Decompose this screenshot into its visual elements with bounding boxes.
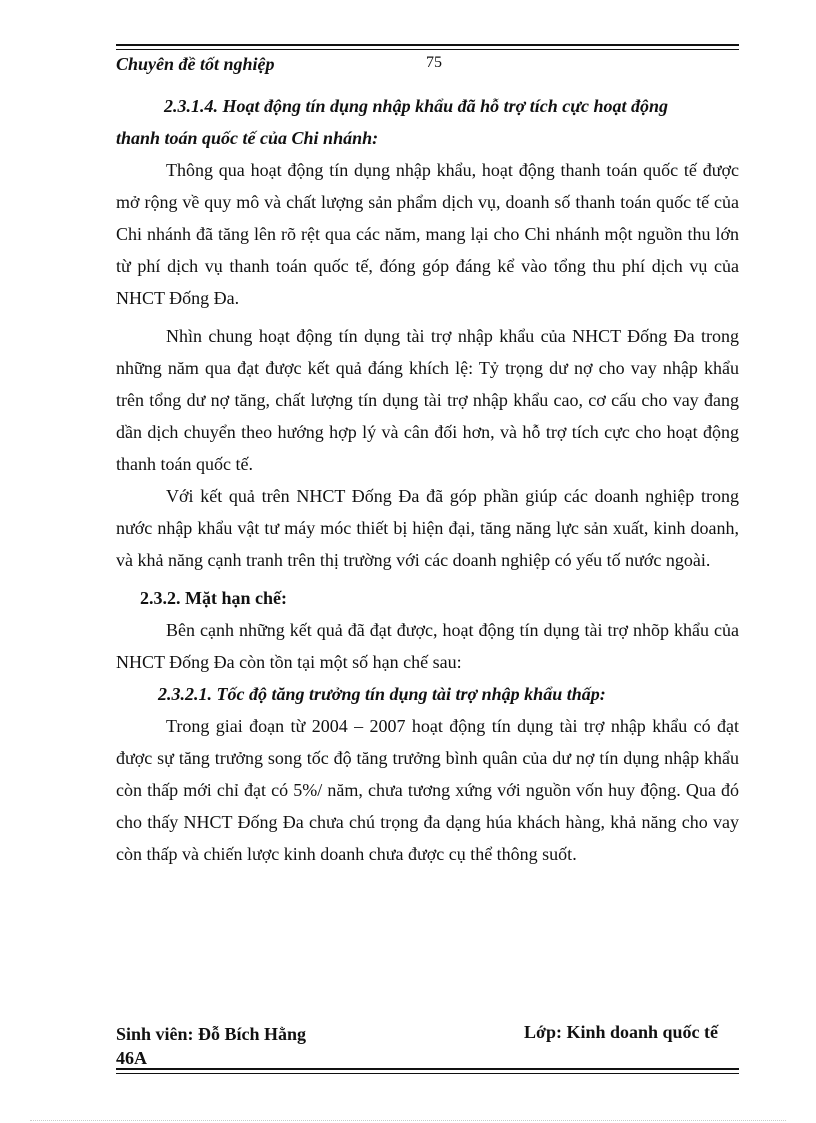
section-2314-heading-line2: thanh toán quốc tế của Chi nhánh: xyxy=(116,128,379,148)
footer-student xyxy=(116,1022,306,1070)
footer-student-class-code: 46A xyxy=(116,1048,147,1068)
footer-rule-thin xyxy=(116,1073,739,1074)
header-rule-thin xyxy=(116,49,739,50)
footer-rule-thick xyxy=(116,1068,739,1070)
header-title: Chuyên đề tốt nghiệp xyxy=(116,54,275,74)
section-2314-heading-line1: 2.3.1.4. Hoạt động tín dụng nhập khẩu đã hỗ trợ tích cực hoạt động xyxy=(164,96,669,116)
page-number: 75 xyxy=(426,54,442,71)
section-2314-paragraph-2: Nhìn chung hoạt động tín dụng tài trợ nhập khẩu của NHCT Đống Đa trong những năm qua đạt được kết quả đáng khích lệ: Tỷ trọng dư nợ cho vay nhập khẩu trên tổng dư nợ tăng, chất lượng tín dụng tài trợ nhập khẩu cao, cơ cấu cho vay đang dần dịch chuyển theo hướng hợp lý và cân đối hơn, và hỗ trợ tích cực cho hoạt động thanh toán quốc tế. xyxy=(116,326,739,474)
section-2314-paragraph-1: Thông qua hoạt động tín dụng nhập khẩu, hoạt động thanh toán quốc tế được mở rộng về quy mô và chất lượng sản phẩm dịch vụ, doanh số thanh toán quốc tế của Chi nhánh đã tăng lên rõ rệt qua các năm, mang lại cho Chi nhánh một nguồn thu lớn từ phí dịch vụ thanh toán quốc tế, đóng góp đáng kể vào tổng thu phí dịch vụ của NHCT Đống Đa. xyxy=(116,160,739,308)
page-bottom-dotted-line xyxy=(30,1120,786,1121)
header-rule-thick xyxy=(116,44,739,46)
section-2321-paragraph: Trong giai đoạn từ 2004 – 2007 hoạt động tín dụng tài trợ nhập khẩu có đạt được sự tăng trưởng song tốc độ tăng trưởng bình quân của dư nợ tín dụng nhập khẩu còn thấp mới chỉ đạt có 5%/ năm, chưa tương xứng với nguồn vốn huy động. Qua đó cho thấy NHCT Đống Đa chưa chú trọng đa dạng húa khách hàng, khả năng cho vay còn thấp và chiến lược kinh doanh chưa được cụ thể thông suốt. xyxy=(116,716,739,864)
footer-student-name: Sinh viên: Đỗ Bích Hằng xyxy=(116,1024,307,1044)
section-2321-heading: 2.3.2.1. Tốc độ tăng trưởng tín dụng tài trợ nhập khẩu thấp: xyxy=(158,684,606,704)
section-232-paragraph-1: Bên cạnh những kết quả đã đạt được, hoạt động tín dụng tài trợ nhõp khẩu của NHCT Đống Đa còn tồn tại một số hạn chế sau: xyxy=(116,620,739,672)
section-2314-paragraph-3: Với kết quả trên NHCT Đống Đa đã góp phần giúp các doanh nghiệp trong nước nhập khẩu vật tư máy móc thiết bị hiện đại, tăng năng lực sản xuất, kinh doanh, và khả năng cạnh tranh trên thị trường với các doanh nghiệp có yếu tố nước ngoài. xyxy=(116,486,739,570)
footer-class: Lớp: Kinh doanh quốc tế xyxy=(524,1022,719,1042)
document-body xyxy=(116,90,739,870)
section-232-heading: 2.3.2. Mặt hạn chế: xyxy=(140,588,287,608)
